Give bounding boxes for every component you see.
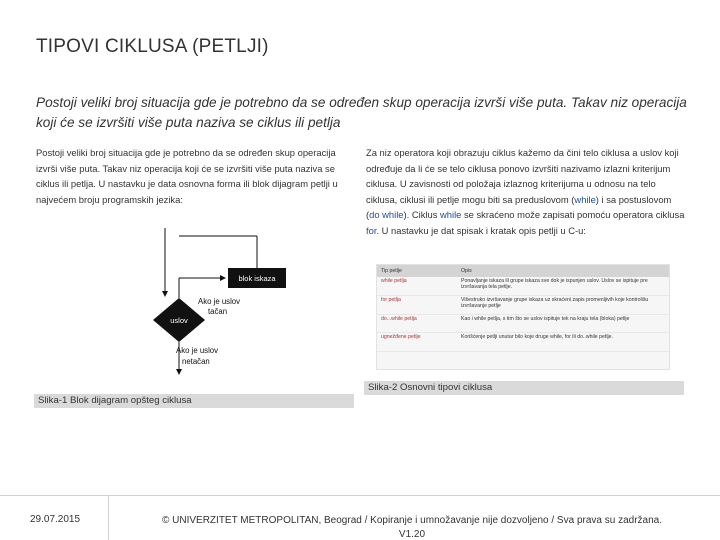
condition-label: uslov (170, 316, 188, 325)
footer-copyright (132, 514, 692, 540)
right-column-text (366, 145, 686, 238)
keyword-while: while (440, 209, 462, 220)
table-header-type: Tip petlje (377, 265, 457, 277)
figure-1-caption: Slika-1 Blok dijagram opšteg ciklusa (34, 394, 354, 408)
slide-title: TIPOVI CIKLUSA (PETLJI) (36, 36, 269, 57)
loop-name: ugnežđene petlje (377, 333, 457, 352)
right-text-part: . U nastavku je dat spisak i kratak opis petlji u C-u: (376, 224, 586, 236)
table-row (377, 277, 669, 296)
footer-copyright-line: © UNIVERZITET METROPOLITAN, Beograd / Kopiranje i umnožavanje nije dozvoljeno / Sva prava su zadržana. (162, 515, 662, 526)
block-label: blok iskaza (238, 274, 276, 283)
loop-desc: Višestruko izvršavanje grupe iskaza uz skraćeni zapis promenljivih koje kontrolišu izvršavanje petlje (457, 296, 669, 315)
loop-desc: Kao i while petlja, s tim što se uslov ispituje tek na kraju tela (bloka) petlje (457, 314, 669, 333)
footer-date: 29.07.2015 (30, 514, 81, 525)
table-row (377, 333, 669, 352)
keyword-do-while: do while (369, 209, 404, 220)
loop-name: for petlja (377, 296, 457, 315)
loop-desc: Ponavljanje iskaza ili grupe iskaza sve dok je ispunjen uslov. Uslov se ispituje pre izvršavanja tela petlje. (457, 277, 669, 296)
table-header-row (377, 265, 669, 277)
loop-name: while petlja (377, 277, 457, 296)
footer-version: V1.20 (398, 529, 426, 540)
intro-text: Postoji veliki broj situacija gde je potrebno da se određen skup operacija izvrši više puta. Takav niz operacija koji će se izvršiti više puta naziva se ciklus ili petlja (36, 95, 687, 130)
keyword-while: while (574, 193, 596, 205)
table-row (377, 296, 669, 315)
footer-vertical-divider (108, 495, 109, 540)
loop-flowchart (140, 228, 330, 378)
table-header-desc: Opis (457, 265, 669, 277)
true-label-line2: tačan (208, 307, 228, 316)
loop-types-table (376, 264, 670, 370)
keyword-for: for (366, 224, 377, 236)
false-label-line1: Ako je uslov (176, 346, 219, 355)
loop-name: do...while petlja (377, 314, 457, 333)
right-text-part: se skraćeno može zapisati pomoću operatora ciklusa (461, 209, 685, 220)
true-label-line1: Ako je uslov (198, 297, 241, 306)
right-text-part: ). Ciklus (403, 209, 440, 220)
right-text-part: ) i sa postuslovom ( (366, 193, 672, 220)
right-text-part: Za niz operatora koji obrazuju ciklus kažemo da čini telo ciklusa a uslov koji određuje da li će se telo ciklusa ponovo izvršiti nazivamo izlazni kriterijum ciklusa. U zavisnosti od položaja izlaznog kriterijuma u odnosu na telo ciklusa, ciklusi ili petlje mogu biti sa preduslovom ( (366, 147, 679, 205)
loop-desc: Korišćenje petlji unutar bilo koje druge while, for ili do..while petlje. (457, 333, 669, 352)
figure-2-caption: Slika-2 Osnovni tipovi ciklusa (364, 381, 684, 395)
false-label-line2: netačan (182, 357, 210, 366)
left-column-text: Postoji veliki broj situacija gde je potrebno da se određen skup operacija izvrši više puta. Takav niz operacija koji će se izvršiti više puta naziva se ciklus ili petlja. U nastavku je data osnovna forma ili blok dijagram petlji u najvećem broju programskih jezika: (36, 147, 338, 205)
table-row (377, 314, 669, 333)
